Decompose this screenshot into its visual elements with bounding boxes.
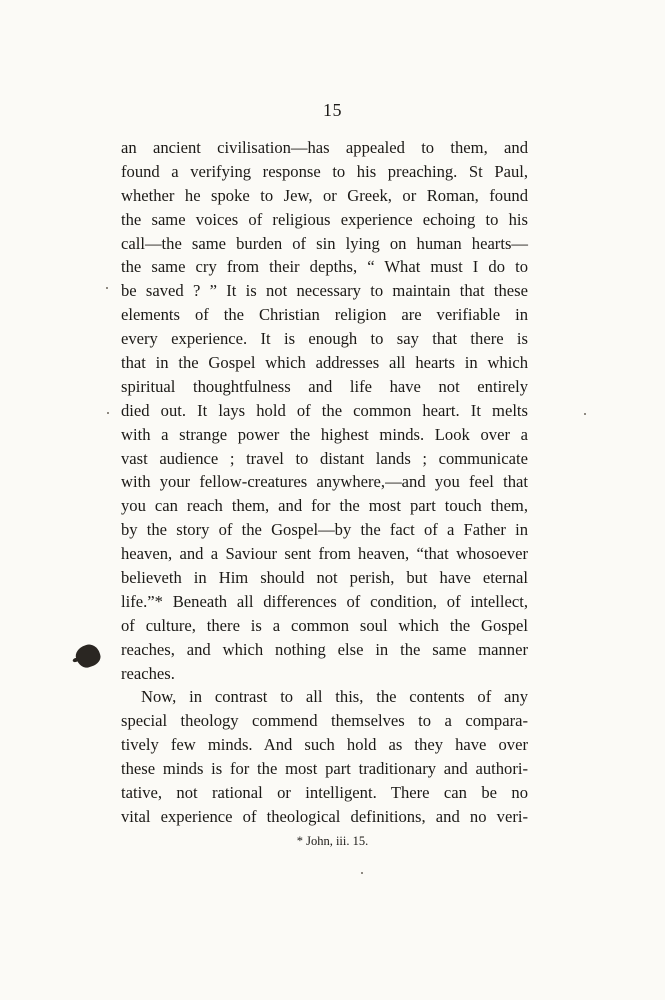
ink-speck [361,872,363,874]
text-line: you can reach them, and for the most part touch them, [121,496,528,516]
text-line: these minds is for the most part traditionary and authori- [121,759,528,779]
footnote: * John, iii. 15. [296,834,369,848]
text-line: died out. It lays hold of the common heart. It melts [121,400,528,420]
text-line: elements of the Christian religion are verifiable in [121,305,528,325]
text-line: with your fellow-creatures anywhere,—and you feel that [121,472,528,492]
text-line: of culture, there is a common soul which the Gospel [121,615,528,635]
text-line: every experience. It is enough to say that there is [121,329,528,349]
ink-speck [106,287,108,289]
text-line: heaven, and a Saviour sent from heaven, “that whosoever [121,544,528,564]
text-line: tative, not rational or intelligent. There can be no [121,783,528,803]
text-line: whether he spoke to Jew, or Greek, or Roman, found [121,185,528,205]
ink-speck [107,412,109,414]
page-number: 15 [323,100,342,120]
text-line: the same voices of religious experience echoing to his [121,209,528,229]
text-line: found a verifying response to his preaching. St Paul, [121,161,528,181]
text-line: special theology commend themselves to a compara- [121,711,528,731]
text-line: vast audience ; travel to distant lands ; communicate [121,448,528,468]
text-line: by the story of the Gospel—by the fact of a Father in [121,520,528,540]
text-line: reaches, and which nothing else in the same manner [121,639,528,659]
text-line: spiritual thoughtfulness and life have not entirely [121,376,528,396]
text-line: believeth in Him should not perish, but have eternal [121,568,528,588]
text-line: vital experience of theological definitions, and no veri- [121,806,528,826]
text-line: that in the Gospel which addresses all hearts in which [121,353,528,373]
text-line: with a strange power the highest minds. Look over a [121,424,528,444]
text-line: reaches. [121,663,175,683]
ink-speck [584,413,586,415]
text-line: be saved ? ” It is not necessary to maintain that these [121,281,528,301]
text-line: Now, in contrast to all this, the contents of any [141,687,528,707]
ink-blot [73,642,103,670]
body-text [121,136,528,829]
text-line: tively few minds. And such hold as they have over [121,735,528,755]
text-line: life.”* Beneath all differences of condition, of intellect, [121,591,528,611]
text-line: call—the same burden of sin lying on human hearts— [121,233,528,253]
text-line: the same cry from their depths, “ What must I do to [121,257,528,277]
text-line: an ancient civilisation—has appealed to them, and [121,138,528,157]
